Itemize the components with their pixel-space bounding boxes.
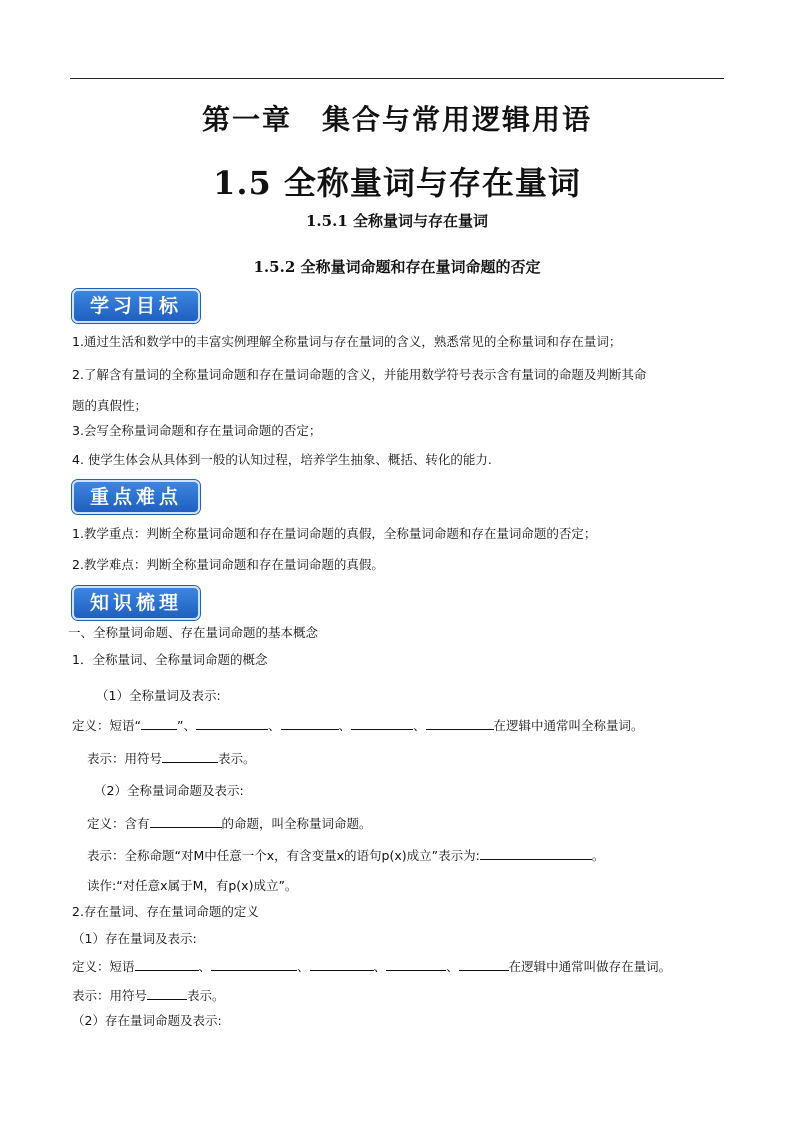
representation-existential-line: 表示：用符号 表示。 <box>72 988 225 1003</box>
fill-blank[interactable] <box>459 957 509 971</box>
reading-universal-proposition: 读作:“对任意x属于M，有p(x)成立”。 <box>87 878 298 893</box>
fill-blank[interactable] <box>386 957 446 971</box>
badge-learning-goals: 学习目标 <box>72 289 200 323</box>
fill-blank[interactable] <box>480 846 592 860</box>
fill-blank[interactable] <box>135 957 199 971</box>
fill-blank[interactable] <box>426 716 494 730</box>
goal-4: 4. 使学生体会从具体到一般的认知过程，培养学生抽象、概括、转化的能力. <box>72 452 492 467</box>
key-point-1: 1.教学重点：判断全称量词命题和存在量词命题的真假，全称量词命题和存在量词命题的否定； <box>72 526 597 541</box>
representation-universal-proposition-line: 表示：全称命题“对M中任意一个x，有含变量x的语句p(x)成立”表示为: 。 <box>87 848 605 863</box>
fill-blank[interactable] <box>211 957 297 971</box>
section-heading-1: 一、全称量词命题、存在量词命题的基本概念 <box>68 625 319 640</box>
header-rule <box>70 78 724 79</box>
goal-3: 3.会写全称量词命题和存在量词命题的否定； <box>72 423 322 438</box>
fill-blank[interactable] <box>351 716 413 730</box>
section-title: 1.5 全称量词与存在量词 <box>213 164 581 202</box>
fill-blank[interactable] <box>150 814 222 828</box>
definition-label: 定义：短语“ <box>72 718 141 733</box>
subsection-title-1: 1.5.1 全称量词与存在量词 <box>306 212 488 230</box>
item-universal-proposition: （2）全称量词命题及表示: <box>94 783 244 798</box>
badge-knowledge-review: 知识梳理 <box>72 586 200 620</box>
fill-blank[interactable] <box>162 749 218 763</box>
section-heading-1-1: 1．全称量词、全称量词命题的概念 <box>72 652 268 667</box>
goal-1: 1.通过生活和数学中的丰富实例理解全称量词与存在量词的含义，熟悉常见的全称量词和存在量词； <box>72 334 622 349</box>
definition-existential-line: 定义：短语 、 、 、 、 在逻辑中通常叫做存在量词。 <box>72 959 672 974</box>
representation-universal-line: 表示：用符号 表示。 <box>87 751 256 766</box>
fill-blank[interactable] <box>310 957 374 971</box>
fill-blank[interactable] <box>281 716 339 730</box>
fill-blank[interactable] <box>147 986 187 1000</box>
item-universal-quantifier: （1）全称量词及表示: <box>96 688 221 703</box>
definition-universal-proposition-line: 定义：含有 的命题，叫全称量词命题。 <box>87 816 372 831</box>
definition-universal-line: 定义：短语“ ”、 、 、 、 在逻辑中通常叫全称量词。 <box>72 718 644 733</box>
badge-key-points: 重点难点 <box>72 480 200 514</box>
chapter-title: 第一章 集合与常用逻辑用语 <box>201 103 592 136</box>
section-heading-1-2: 2.存在量词、存在量词命题的定义 <box>72 904 259 919</box>
goal-2-line-1: 2.了解含有量词的全称量词命题和存在量词命题的含义，并能用数学符号表示含有量词的命题及判断其命 <box>72 367 647 382</box>
fill-blank[interactable] <box>196 716 268 730</box>
goal-2-line-2: 题的真假性； <box>72 398 148 413</box>
item-existential-quantifier: （1）存在量词及表示: <box>72 931 197 946</box>
key-point-2: 2.教学难点：判断全称量词命题和存在量词命题的真假。 <box>72 557 384 572</box>
fill-blank[interactable] <box>141 716 177 730</box>
subsection-title-2: 1.5.2 全称量词命题和存在量词命题的否定 <box>253 258 541 276</box>
item-existential-proposition: （2）存在量词命题及表示: <box>72 1013 222 1028</box>
